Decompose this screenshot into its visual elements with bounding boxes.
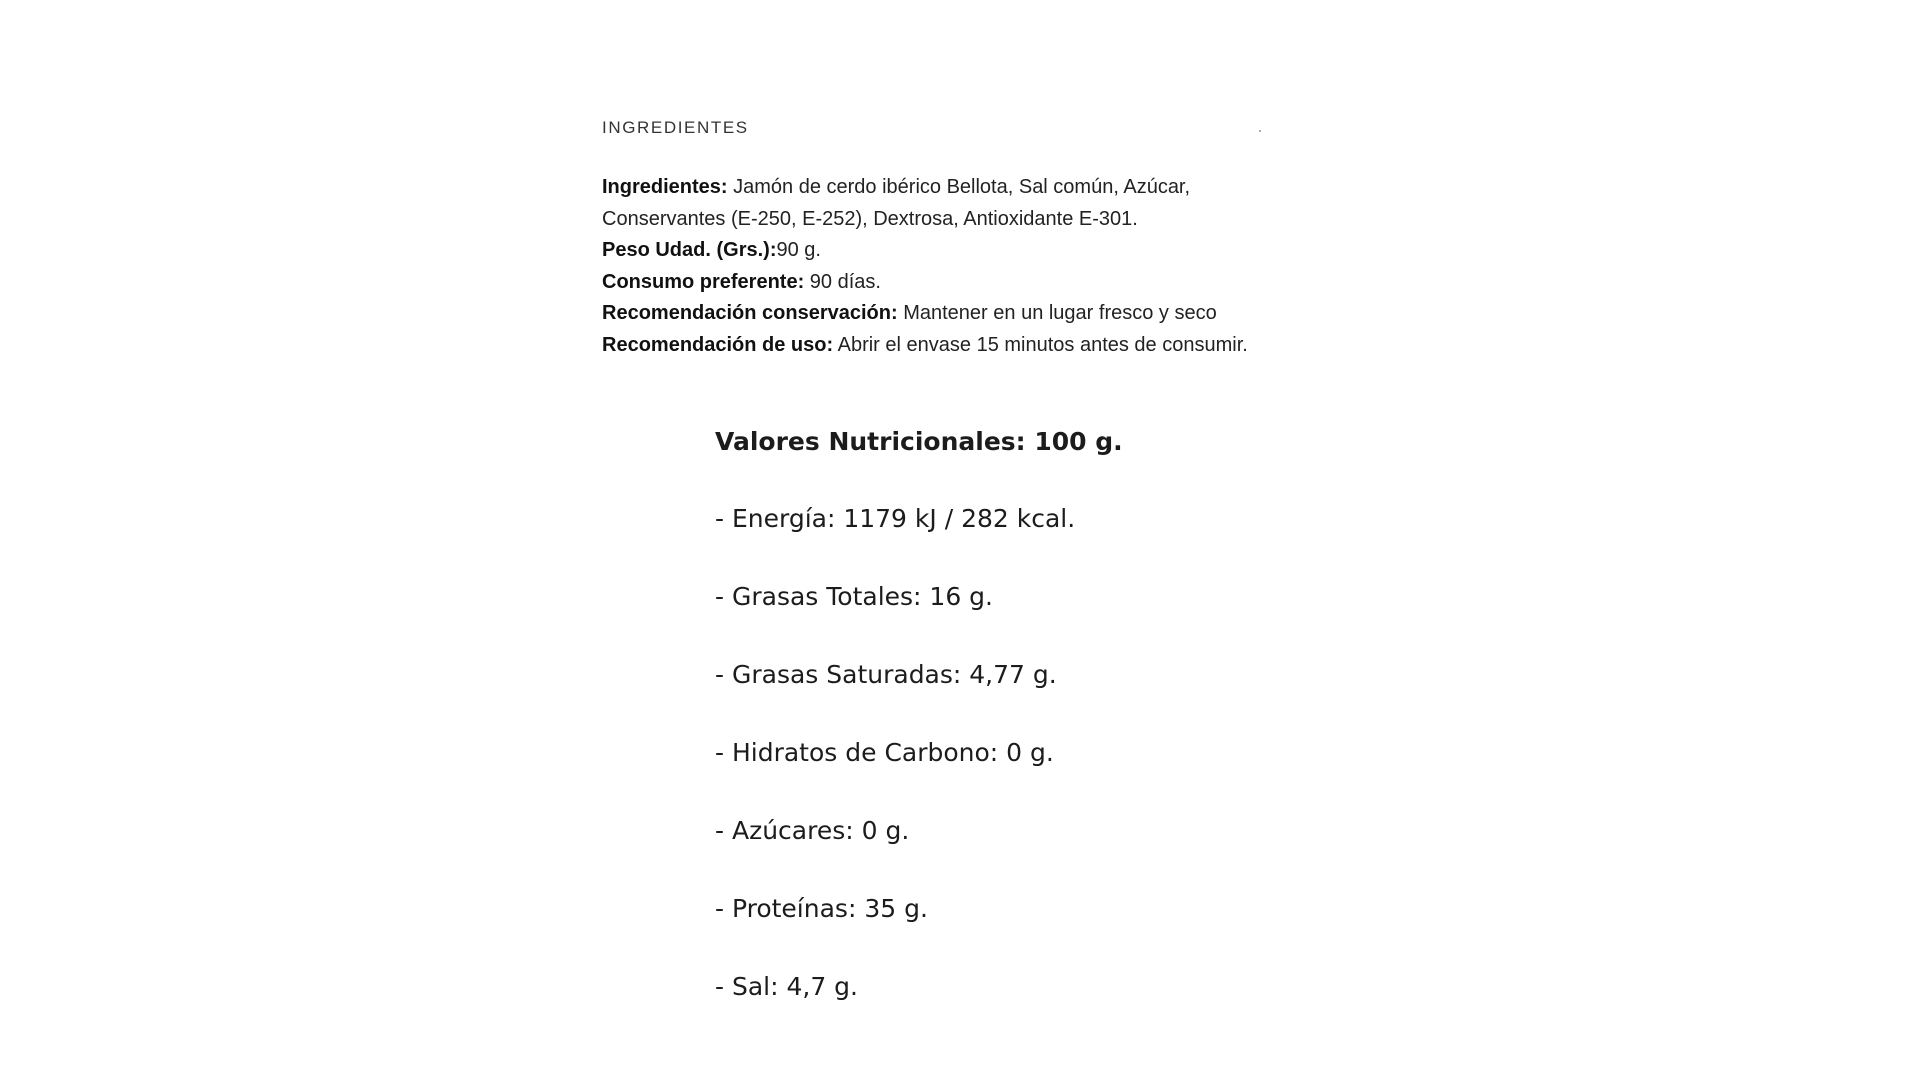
detail-weight — [602, 235, 1272, 267]
detail-value: 90 g. — [776, 239, 821, 261]
nutrition-item-sugars: - Azúcares: 0 g. — [715, 816, 910, 845]
nutrition-item-total-fat: - Grasas Totales: 16 g. — [715, 582, 993, 611]
nutrition-item-protein: - Proteínas: 35 g. — [715, 894, 928, 923]
detail-label: Recomendación conservación: — [602, 302, 898, 324]
detail-label: Consumo preferente: — [602, 270, 805, 293]
nutrition-list — [715, 501, 1123, 1005]
section-heading: INGREDIENTES — [602, 118, 749, 137]
nutrition-title: Valores Nutricionales: 100 g. — [715, 427, 1123, 456]
detail-label: Recomendación de uso: — [602, 333, 834, 356]
nutrition-item-carbohydrates: - Hidratos de Carbono: 0 g. — [715, 738, 1054, 767]
nutrition-item-salt: - Sal: 4,7 g. — [715, 972, 858, 1001]
product-details — [602, 172, 1272, 361]
detail-ingredients — [602, 172, 1272, 235]
detail-best-before — [602, 267, 1272, 299]
nutrition-item-saturated-fat: - Grasas Saturadas: 4,77 g. — [715, 660, 1057, 689]
detail-value: Abrir el envase 15 minutos antes de consumir. — [833, 333, 1248, 356]
detail-value: Mantener en un lugar fresco y seco — [897, 302, 1217, 324]
decorative-dot — [1259, 130, 1261, 132]
detail-usage — [602, 330, 1272, 362]
detail-storage — [602, 298, 1272, 330]
nutrition-item-energy: - Energía: 1179 kJ / 282 kcal. — [715, 504, 1076, 533]
detail-label: Peso Udad. (Grs.): — [602, 239, 777, 261]
detail-label: Ingredientes: — [602, 176, 728, 198]
nutrition-facts — [715, 424, 1123, 1005]
detail-value: Jamón de cerdo ibérico Bellota, Sal común, Azúcar, Conservantes (E-250, E-252), Dextrosa, Antioxidante E-301. — [602, 176, 1191, 230]
detail-value: 90 días. — [804, 270, 881, 293]
